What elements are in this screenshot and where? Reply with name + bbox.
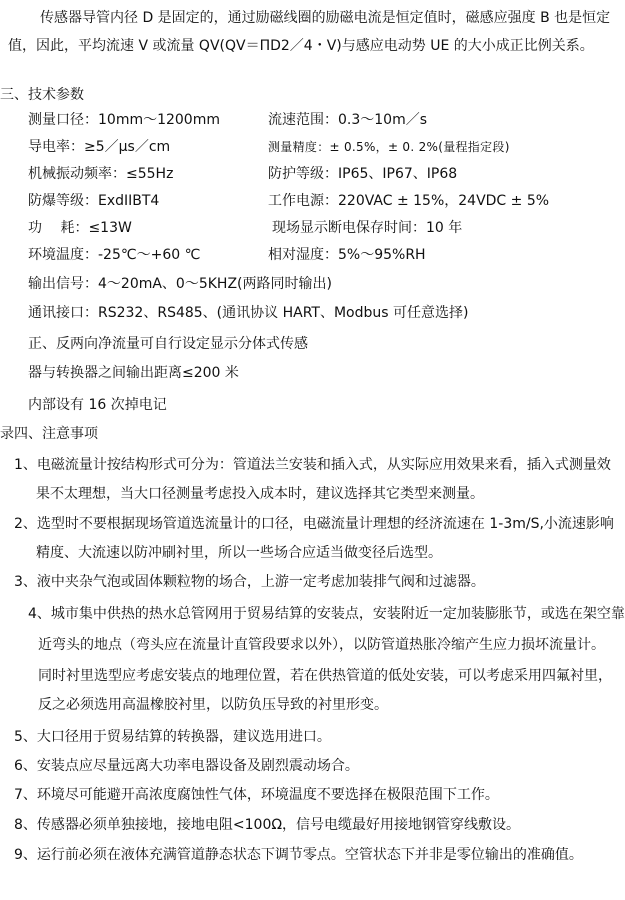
param-text-line: 正、反两向净流量可自行设定显示分体式传感 <box>28 336 308 352</box>
note-item-line: 5、大口径用于贸易结算的转换器，建议选用进口。 <box>14 729 331 745</box>
param-flow-range: 流速范围：0.3～10m／s <box>268 112 428 128</box>
param-text-line: 内部设有 16 次掉电记 <box>28 397 167 413</box>
param-power-consumption: 功 耗：≤13W <box>28 220 132 236</box>
intro-line: 值，因此，平均流速 V 或流量 QV(QV＝ΠD2／4・V)与感应电动势 UE 的大小成正比例关系。 <box>8 38 594 54</box>
param-protection: 防护等级：IP65、IP67、IP68 <box>268 166 458 182</box>
note-item-line: 9、运行前必须在液体充满管道静态状态下调节零点。空管状态下并非是零位输出的准确值。 <box>14 847 583 863</box>
param-comm-interface: 通讯接口：RS232、RS485、(通讯协议 HART、Modbus 可任意选择) <box>28 305 469 321</box>
section-heading-notes: 录四、注意事项 <box>0 426 98 442</box>
param-ambient-temp: 环境温度：-25℃～+60 ℃ <box>28 247 201 263</box>
param-conductivity: 导电率：≥5／μs／cm <box>28 139 171 155</box>
note-item-line: 反之必须选用高温橡胶衬里，以防负压导致的衬里形变。 <box>38 697 388 713</box>
param-output-signal: 输出信号：4～20mA、0～5KHZ(两路同时输出) <box>28 276 332 292</box>
param-accuracy: 测量精度：± 0.5%，± 0. 2%(量程指定段) <box>268 140 510 154</box>
note-item-line: 2、选型时不要根据现场管道选流量计的口径，电磁流量计理想的经济流速在 1-3m/S,小流速影响 <box>14 516 614 532</box>
param-text-line: 器与转换器之间输出距离≤200 米 <box>28 365 239 381</box>
note-item-line: 同时衬里选型应考虑安装点的地理位置，若在供热管道的低处安装，可以考虑采用四氟衬里， <box>38 668 612 684</box>
param-display-retention: 现场显示断电保存时间：10 年 <box>272 220 463 236</box>
note-item-line: 4、城市集中供热的热水总管网用于贸易结算的安装点，安装附近一定加装膨胀节，或选在架空靠 <box>28 606 625 622</box>
note-item-line: 6、安装点应尽量远离大功率电器设备及剧烈震动场合。 <box>14 758 359 774</box>
note-item-line: 精度、大流速以防冲刷衬里，所以一些场合应适当做变径后选型。 <box>36 545 442 561</box>
param-power-supply: 工作电源：220VAC ± 15%，24VDC ± 5% <box>268 193 550 209</box>
param-humidity: 相对湿度：5%～95%RH <box>268 247 426 263</box>
param-vibration: 机械振动频率：≤55Hz <box>28 166 174 182</box>
note-item-line: 3、液中夹杂气泡或固体颗粒物的场合，上游一定考虑加装排气阀和过滤器。 <box>14 574 485 590</box>
note-item-line: 近弯头的地点（弯头应在流量计直管段要求以外），以防管道热胀冷缩产生应力损坏流量计。 <box>38 637 605 653</box>
param-measure-diameter: 测量口径：10mm～1200mm <box>28 112 220 128</box>
section-heading-tech-params: 三、技术参数 <box>0 87 84 103</box>
intro-line: 传感器导管内径 D 是固定的，通过励磁线圈的励磁电流是恒定值时，磁感应强度 B 也是恒定 <box>40 10 611 26</box>
param-explosion-proof: 防爆等级：ExdIIBT4 <box>28 193 160 209</box>
note-item-line: 7、环境尽可能避开高浓度腐蚀性气体，环境温度不要选择在极限范围下工作。 <box>14 787 499 803</box>
note-item-line: 果不太理想，当大口径测量考虑投入成本时，建议选择其它类型来测量。 <box>36 486 484 502</box>
note-item-line: 1、电磁流量计按结构形式可分为：管道法兰安装和插入式，从实际应用效果来看，插入式测量效 <box>14 457 611 473</box>
note-item-line: 8、传感器必须单独接地，接地电阻<100Ω，信号电缆最好用接地钢管穿线敷设。 <box>14 817 521 833</box>
